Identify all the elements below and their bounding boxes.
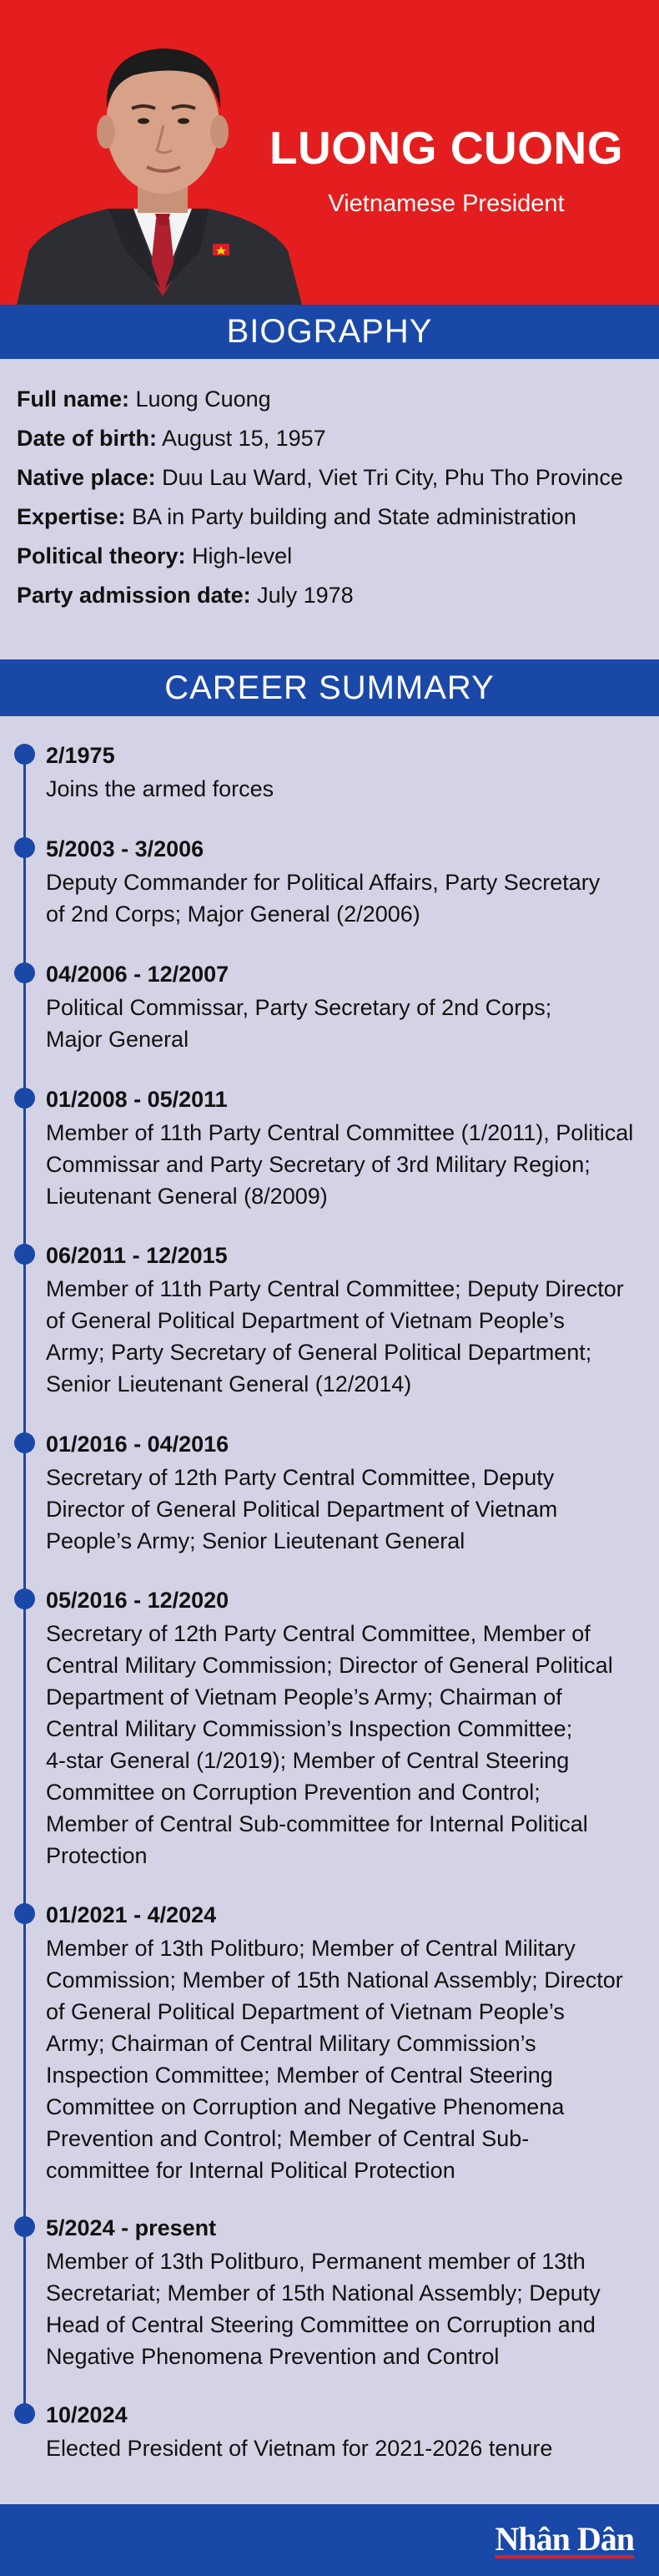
timeline-dot-icon xyxy=(14,1088,35,1109)
entry-description xyxy=(46,1618,659,1871)
entry-line: Member of 13th Politburo, Permanent member of 13th xyxy=(46,2249,586,2274)
entry-line: Central Military Commission’s Inspection Committee; xyxy=(46,1716,573,1741)
timeline-dot-icon xyxy=(14,1589,35,1609)
entry-date: 01/2008 - 05/2011 xyxy=(46,1087,228,1112)
bio-value: Luong Cuong xyxy=(135,386,271,412)
entry-line: Deputy Commander for Political Affairs, Party Secretary xyxy=(46,870,601,895)
entry-date: 01/2021 - 4/2024 xyxy=(46,1902,217,1927)
entry-line: People’s Army; Senior Lieutenant General xyxy=(46,1528,465,1553)
president-name: LUONG CUONG xyxy=(269,122,624,174)
timeline-dot-icon xyxy=(14,962,35,983)
bio-label: Expertise: xyxy=(17,504,126,529)
entry-line: Director of General Political Department of Vietnam xyxy=(46,1497,558,1522)
bio-value: BA in Party building and State administration xyxy=(132,504,576,529)
entry-description xyxy=(46,1932,659,2186)
entry-description xyxy=(46,1462,659,1557)
timeline-line xyxy=(23,753,26,2422)
entry-line: Member of 11th Party Central Committee (1/2011), Political xyxy=(46,1120,634,1145)
bio-value: Duu Lau Ward, Viet Tri City, Phu Tho Province xyxy=(162,465,623,490)
bio-value: July 1978 xyxy=(257,583,354,608)
bio-label: Political theory: xyxy=(17,543,186,568)
career-summary-heading: CAREER SUMMARY xyxy=(0,659,659,716)
entry-date: 01/2016 - 04/2016 xyxy=(46,1432,229,1457)
entry-line: Prevention and Control; Member of Central Sub- xyxy=(46,2126,530,2151)
entry-description xyxy=(46,1273,659,1400)
timeline-dot-icon xyxy=(14,1432,35,1453)
entry-line: Political Commissar, Party Secretary of 2nd Corps; xyxy=(46,995,552,1020)
entry-line: Senior Lieutenant General (12/2014) xyxy=(46,1371,412,1397)
bio-row-expertise xyxy=(17,498,651,537)
entry-line: Member of 11th Party Central Committee; Deputy Director xyxy=(46,1276,624,1301)
entry-line: Secretary of 12th Party Central Committee, Member of xyxy=(46,1621,591,1646)
bio-label: Party admission date: xyxy=(17,583,251,608)
nhan-dan-logo[interactable]: Nhân Dân xyxy=(495,2520,634,2558)
entry-line: committee for Internal Political Protection xyxy=(46,2158,455,2183)
entry-line: Commission; Member of 15th National Assembly; Director xyxy=(46,1967,623,1993)
entry-line: Army; Party Secretary of General Political Department; xyxy=(46,1340,592,1365)
bio-value: High-level xyxy=(192,543,293,568)
entry-date: 5/2003 - 3/2006 xyxy=(46,836,204,861)
bio-row-full-name xyxy=(17,380,651,419)
entry-line: 4-star General (1/2019); Member of Central Steering xyxy=(46,1748,570,1773)
entry-line: Committee on Corruption and Negative Phenomena xyxy=(46,2094,565,2119)
footer-bar xyxy=(0,2504,659,2576)
entry-description xyxy=(46,866,659,930)
biography-list xyxy=(17,380,651,615)
entry-line: Member of Central Sub-committee for Internal Political xyxy=(46,1811,588,1836)
entry-line: Head of Central Steering Committee on Corruption and xyxy=(46,2312,596,2337)
timeline-dot-icon xyxy=(14,2216,35,2237)
entry-line: Commissar and Party Secretary of 3rd Military Region; xyxy=(46,1152,591,1177)
bio-label: Date of birth: xyxy=(17,426,157,451)
entry-line: Joins the armed forces xyxy=(46,776,274,801)
entry-description xyxy=(46,2432,659,2464)
entry-line: Committee on Corruption Prevention and Control; xyxy=(46,1780,541,1805)
hero-banner xyxy=(0,0,659,305)
bio-row-party-admission xyxy=(17,576,651,615)
entry-line: Major General xyxy=(46,1027,189,1052)
biography-heading: BIOGRAPHY xyxy=(0,305,659,359)
timeline-dot-icon xyxy=(14,837,35,858)
entry-description xyxy=(46,1117,659,1212)
entry-date: 10/2024 xyxy=(46,2402,128,2427)
timeline-dot-icon xyxy=(14,744,35,765)
bio-label: Native place: xyxy=(17,465,156,490)
entry-line: Inspection Committee; Member of Central Steering xyxy=(46,2063,553,2088)
entry-date: 04/2006 - 12/2007 xyxy=(46,962,229,987)
entry-description xyxy=(46,2245,659,2372)
timeline-dot-icon xyxy=(14,2403,35,2424)
entry-date: 06/2011 - 12/2015 xyxy=(46,1243,228,1268)
entry-date: 5/2024 - present xyxy=(46,2215,217,2240)
entry-line: Negative Phenomena Prevention and Control xyxy=(46,2344,500,2369)
entry-line: of General Political Department of Vietnam People’s xyxy=(46,1308,565,1333)
entry-line: Protection xyxy=(46,1843,148,1868)
entry-date: 05/2016 - 12/2020 xyxy=(46,1588,229,1613)
entry-line: of General Political Department of Vietnam People’s xyxy=(46,1999,565,2024)
entry-date: 2/1975 xyxy=(46,743,115,768)
entry-line: Army; Chairman of Central Military Commission’s xyxy=(46,2031,536,2056)
entry-line: Lieutenant General (8/2009) xyxy=(46,1184,328,1209)
entry-line: Central Military Commission; Director of General Political xyxy=(46,1653,613,1678)
bio-row-native-place xyxy=(17,458,651,498)
entry-line: Member of 13th Politburo; Member of Central Military xyxy=(46,1936,576,1961)
entry-line: of 2nd Corps; Major General (2/2006) xyxy=(46,902,420,927)
bio-row-political-theory xyxy=(17,537,651,576)
entry-description xyxy=(46,992,659,1055)
bio-label: Full name: xyxy=(17,386,130,412)
entry-line: Department of Vietnam People’s Army; Chairman of xyxy=(46,1685,562,1710)
bio-value: August 15, 1957 xyxy=(162,426,326,451)
timeline-dot-icon xyxy=(14,1244,35,1265)
entry-line: Secretariat; Member of 15th National Assembly; Deputy xyxy=(46,2281,601,2306)
timeline-dot-icon xyxy=(14,1903,35,1924)
president-title: Vietnamese President xyxy=(328,190,565,217)
bio-row-date-of-birth xyxy=(17,419,651,458)
entry-line: Elected President of Vietnam for 2021-2026 tenure xyxy=(46,2436,553,2461)
entry-line: Secretary of 12th Party Central Committee, Deputy xyxy=(46,1465,555,1490)
entry-description xyxy=(46,773,659,805)
